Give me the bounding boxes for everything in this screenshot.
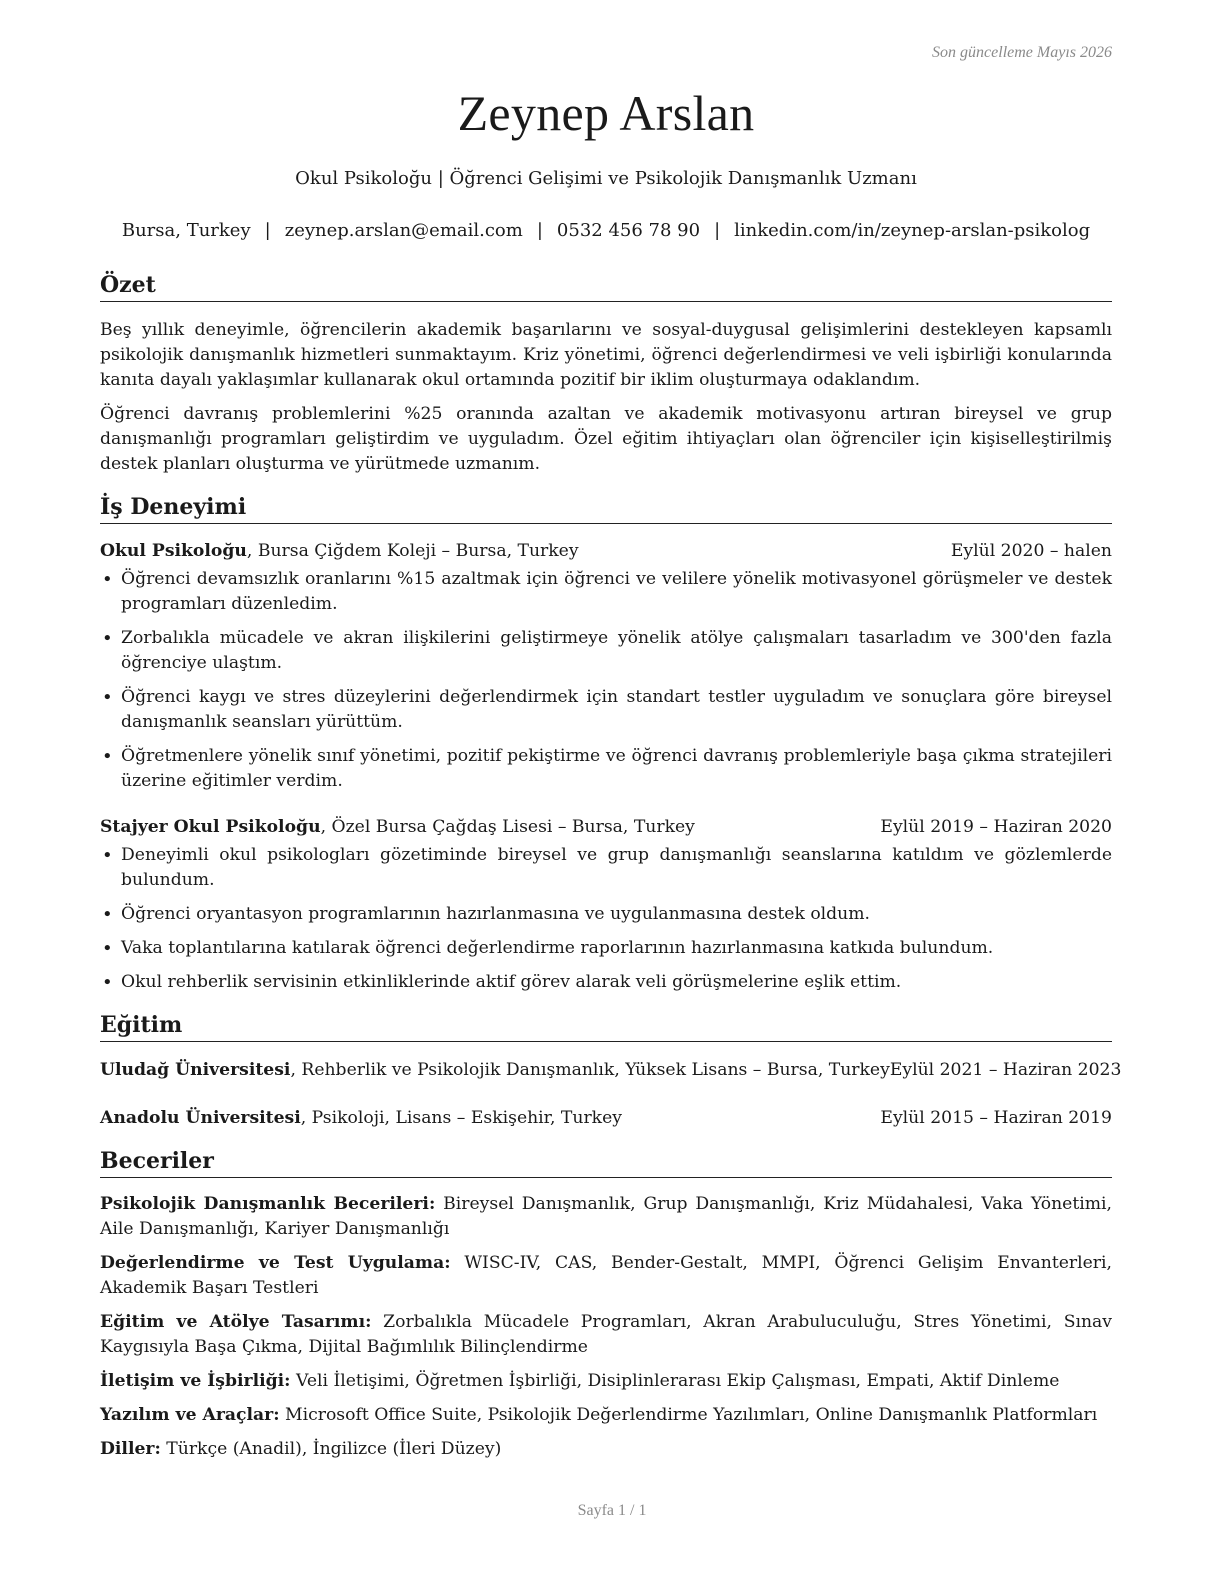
education-dates: Eylül 2015 – Haziran 2019 [880,1108,1112,1128]
contact-separator: | [264,220,271,241]
education-entry [100,1058,1122,1083]
skill-label: Psikolojik Danışmanlık Becerileri: [100,1194,436,1214]
page-number: Sayfa 1 / 1 [577,1502,647,1519]
list-item: • Öğrenci devamsızlık oranlarını %15 azaltmak için öğrenci ve velilere yönelik motivasyonel görüşmeler ve destek programları düzenledim. [100,567,1112,617]
education-detail: , Psikoloji, Lisans – Eskişehir, Turkey [300,1108,622,1128]
skill-label: Eğitim ve Atölye Tasarımı: [100,1312,372,1332]
job-org: , Bursa Çiğdem Koleji – Bursa, Turkey [246,541,579,561]
contact-separator: | [536,220,543,241]
contact-location: Bursa, Turkey [121,220,251,241]
contact-linkedin[interactable]: linkedin.com/in/zeynep-arslan-psikolog [734,220,1091,241]
job-bullets [100,567,1112,794]
job-header [100,815,1112,840]
education-school: Uludağ Üniversitesi [100,1060,291,1080]
list-item: • Vaka toplantılarına katılarak öğrenci değerlendirme raporlarının hazırlanmasına katkıda bulundum. [100,936,1112,961]
education-dates: Eylül 2021 – Haziran 2023 [889,1060,1122,1080]
skill-line [100,1251,1112,1301]
education-section [100,1010,1122,1131]
list-item: • Öğrenci oryantasyon programlarının hazırlanmasına ve uygulanmasına destek oldum. [100,902,1112,927]
section-title-summary: Özet [100,270,1112,302]
education-school: Anadolu Üniversitesi [100,1108,301,1128]
skill-value: WISC-IV, CAS, Bender-Gestalt, MMPI, Öğrenci Gelişim Envanterleri, Akademik Başarı Testleri [100,1253,1112,1298]
skill-line [100,1369,1112,1394]
skill-label: İletişim ve İşbirliği: [100,1371,291,1391]
skill-label: Diller: [100,1439,161,1459]
skill-value: Zorbalıkla Mücadele Programları, Akran Arabuluculuğu, Stres Yönetimi, Sınav Kaygısıyla Başa Çıkma, Dijital Bağımlılık Bilinçlendirme [100,1312,1112,1357]
experience-section [100,492,1112,995]
skill-label: Yazılım ve Araçlar: [100,1405,280,1425]
list-item: • Öğretmenlere yönelik sınıf yönetimi, pozitif pekiştirme ve öğrenci davranış problemleriyle başa çıkma stratejileri üzerine eğitimler verdim. [100,744,1112,794]
skill-value: Bireysel Danışmanlık, Grup Danışmanlığı, Kriz Müdahalesi, Vaka Yönetimi, Aile Danışmanlığı, Kariyer Danışmanlığı [100,1194,1112,1239]
section-title-experience: İş Deneyimi [100,492,1112,524]
contact-line [80,220,1132,241]
summary-section [100,270,1112,477]
skill-line [100,1437,1112,1462]
job-role: Stajyer Okul Psikoloğu [100,817,321,837]
list-item: • Okul rehberlik servisinin etkinliklerinde aktif görev alarak veli görüşmelerine eşlik ettim. [100,970,1112,995]
skills-section [100,1146,1112,1462]
job-entry [100,539,1112,794]
skill-line [100,1192,1112,1242]
resume-content [100,270,1122,1471]
contact-separator: | [714,220,721,241]
job-header [100,539,1112,564]
job-org: , Özel Bursa Çağdaş Lisesi – Bursa, Turkey [320,817,695,837]
skill-line [100,1403,1112,1428]
skill-value: Veli İletişimi, Öğretmen İşbirliği, Disiplinlerarası Ekip Çalışması, Empati, Aktif Dinleme [290,1371,1060,1391]
tagline: Okul Psikoloğu | Öğrenci Gelişimi ve Psikolojik Danışmanlık Uzmanı [295,168,917,189]
last-updated: Son güncelleme Mayıs 2026 [932,44,1112,61]
summary-paragraph: Öğrenci davranış problemlerini %25 oranında azaltan ve akademik motivasyonu artıran bireysel ve grup danışmanlığı programları geliştirdim ve uyguladım. Özel eğitim ihtiyaçları olan öğrenciler için kişiselleştirilmiş destek planları oluşturma ve yürütmede uzmanım. [100,404,1112,474]
job-bullets [100,843,1112,995]
skill-label: Değerlendirme ve Test Uygulama: [100,1253,451,1273]
skill-value: Microsoft Office Suite, Psikolojik Değerlendirme Yazılımları, Online Danışmanlık Platformları [279,1405,1098,1425]
education-entry [100,1106,1112,1131]
list-item: • Öğrenci kaygı ve stres düzeylerini değerlendirmek için standart testler uyguladım ve sonuçlara göre bireysel danışmanlık seansları yürüttüm. [100,685,1112,735]
list-item: • Zorbalıkla mücadele ve akran ilişkilerini geliştirmeye yönelik atölye çalışmaları tasarladım ve 300'den fazla öğrenciye ulaştım. [100,626,1112,676]
skill-value: Türkçe (Anadil), İngilizce (İleri Düzey) [160,1439,502,1459]
job-entry [100,815,1112,995]
job-dates: Eylül 2019 – Haziran 2020 [880,817,1112,837]
contact-email[interactable]: zeynep.arslan@email.com [284,220,523,241]
skill-line [100,1310,1112,1360]
job-role: Okul Psikoloğu [100,541,247,561]
list-item: • Deneyimli okul psikologları gözetiminde bireysel ve grup danışmanlığı seanslarına katıldım ve gözlemlerde bulundum. [100,843,1112,893]
education-detail: , Rehberlik ve Psikolojik Danışmanlık, Yüksek Lisans – Bursa, Turkey [290,1060,890,1080]
skills-list [100,1192,1112,1462]
summary-body [100,318,1112,477]
job-dates: Eylül 2020 – halen [950,541,1112,561]
summary-paragraph: Beş yıllık deneyimle, öğrencilerin akademik başarılarını ve sosyal-duygusal gelişimlerini destekleyen kapsamlı psikolojik danışmanlık hizmetleri sunmaktayım. Kriz yönetimi, öğrenci değerlendirmesi ve veli işbirliği konularında kanıta dayalı yaklaşımlar kullanarak okul ortamında pozitif bir iklim oluşturmaya odaklandım. [100,320,1112,390]
section-title-education: Eğitim [100,1010,1112,1042]
contact-phone[interactable]: 0532 456 78 90 [556,220,701,241]
section-title-skills: Beceriler [100,1146,1112,1178]
candidate-name: Zeynep Arslan [457,85,755,141]
